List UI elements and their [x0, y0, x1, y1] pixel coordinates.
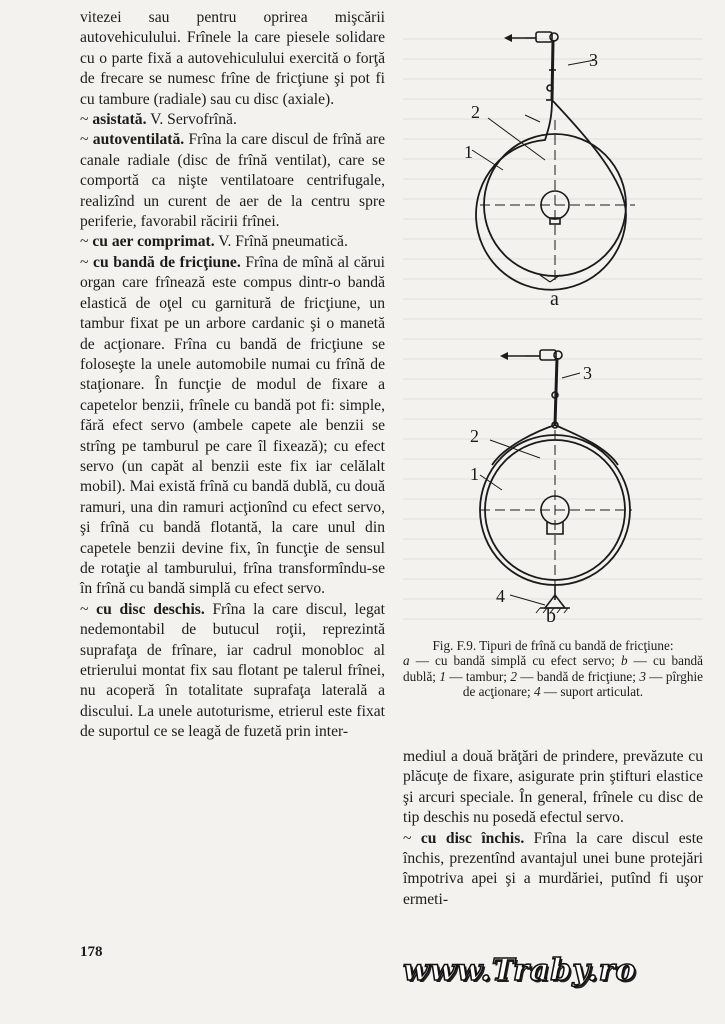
right-text-column — [403, 747, 703, 910]
entry-term: autoventilată. — [92, 131, 185, 149]
entry-term: asistată. — [92, 111, 147, 129]
caption-legend — [403, 653, 703, 699]
legend-item: 4 — suport articulat. — [533, 684, 644, 700]
entry-term: cu bandă de fricţiune. — [93, 253, 241, 271]
entry-cu-disc-deschis: ~ cu disc deschis. Frîna la care discul, legat nedemontabil de butucul roţii, reprezintă suprafaţa de frînare, iar cadrul monobloc al etrierului montat fix sau flotant pe talerul frînei, nu acoperă în totalitate suprafaţa laterală a discului. La unele autoturisme, etrierul este fixat de suportul ce se leagă de fuzetă prin inter- — [80, 600, 385, 741]
entry-asistata: ~ asistată. V. Servofrînă. — [80, 111, 237, 129]
figure-caption — [403, 638, 703, 700]
caption-title: Fig. F.9. Tipuri de frînă cu bandă de fricţiune: — [432, 638, 674, 653]
entry-term: cu disc deschis. — [96, 600, 205, 618]
callout-a-2: 2 — [471, 102, 480, 122]
left-text-column — [80, 8, 385, 743]
callout-a-1: 1 — [464, 142, 473, 162]
legend-item: 2 — bandă de fricţiune; — [510, 668, 640, 684]
diagram-a — [472, 32, 635, 290]
page-number: 178 — [80, 944, 103, 960]
callout-a-3: 3 — [589, 50, 598, 70]
label-a: a — [550, 288, 559, 310]
legend-item: b — cu bandă dublă; — [403, 653, 704, 684]
callout-b-1: 1 — [470, 464, 479, 484]
callout-b-3: 3 — [583, 363, 592, 383]
paragraph-continuation: mediul a două brăţări de prindere, prevăzute cu plăcuţe de fixare, asigurate prin ştifturi elastice şi arcuri speciale. În general, frînele cu disc de tip deschis nu posedă efectul servo. — [403, 748, 703, 827]
legend-item: a — cu bandă simplă cu efect servo; — [403, 653, 621, 669]
callout-b-4: 4 — [496, 586, 505, 606]
paragraph-intro: vitezei sau pentru oprirea mişcării autovehiculului. Frînele la care piesele solidare cu o parte fixă a autovehiculului exercită o forţă de frecare se numesc frîne de fricţiune şi pot fi cu tambure (radiale) sau cu disc (axiale). — [80, 9, 385, 108]
diagram-b — [480, 350, 632, 613]
entry-autoventilata: ~ autoventilată. Frîna la care discul de frînă are canale radiale (disc de frînă ventilat), care se comportă ca nişte ventilatoare centrifugale, realizînd un curent de aer de la centru spre periferie, favorabil răcirii frînei. — [80, 131, 385, 231]
legend-item: 1 — tambur; — [439, 668, 511, 684]
legend-item: 3 — pîrghie de acţionare; — [462, 668, 703, 700]
watermark-logo: www.Traby.ro — [403, 953, 637, 988]
brake-band-figure — [400, 20, 710, 635]
entry-cu-banda-de-frictiune: ~ cu bandă de fricţiune. Frîna de mînă al cărui organ care frînează este compus dintr-o bandă elastică de oţel cu garnitură de fricţiune, un tambur fixat pe un arbore cardanic şi o manetă de acţionare. Frîna cu bandă de fricţiune se foloseşte la unele automobile numai cu frînă de staţionare. În funcţie de modul de fixare a capetelor benzii, frînele cu bandă pot fi: simple, fără efect servo (ambele capete ale benzii se strîng pe tamburul pe care îl fixează); cu efect servo (un capăt al benzii este fix iar celălalt mobil). Mai există frînă cu bandă dublă, cu două ramuri, una din ramuri acţionînd cu efect servo, şi frînă cu bandă flotantă, la care unul din capetele benzii devine fix, în funcţie de sensul de rotaţie al tamburului, frîna transformîndu-se în frînă cu bandă simplă cu efect servo. — [80, 253, 385, 598]
entry-term: cu aer comprimat. — [92, 233, 215, 251]
entry-term: cu disc închis. — [420, 829, 525, 847]
entry-cu-aer-comprimat: ~ cu aer comprimat. V. Frînă pneumatică. — [80, 233, 348, 251]
callout-b-2: 2 — [470, 426, 479, 446]
entry-cu-disc-inchis: ~ cu disc închis. Frîna la care discul este închis, prezentînd avantajul unei bune protejări împotriva apei şi a murdăriei, putînd fi uşor ermeti- — [403, 829, 703, 908]
label-b: b — [546, 605, 556, 627]
